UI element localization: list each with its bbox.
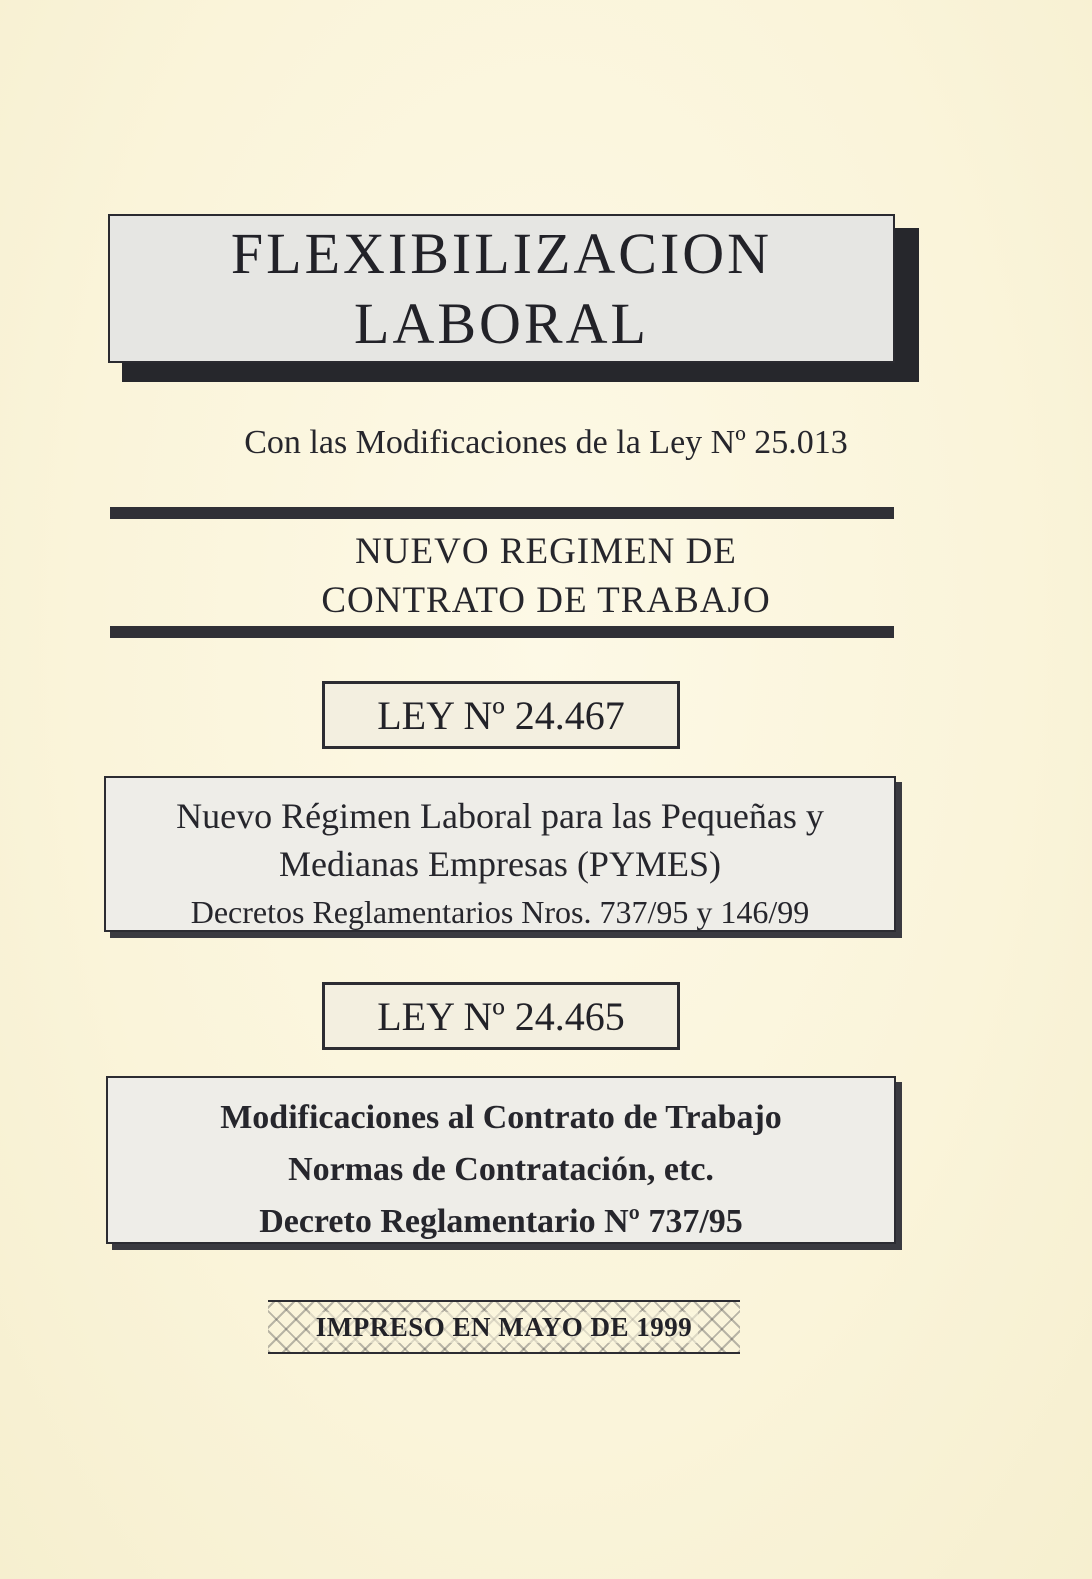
divider-rule-bottom (110, 626, 894, 638)
ley-24467-desc-line-3: Decretos Reglamentarios Nros. 737/95 y 146/99 (190, 894, 810, 930)
regimen-line-1: NUEVO REGIMEN DE (355, 531, 737, 572)
ley-24465-desc-line-3: Decreto Reglamentario Nº 737/95 (259, 1203, 743, 1240)
divider-rule-top (110, 507, 894, 519)
regimen-heading (0, 527, 1092, 625)
ley-24465-description-box (106, 1076, 896, 1244)
ley-24467-label: LEY Nº 24.467 (322, 681, 680, 749)
ley-24467-desc-line-1: Nuevo Régimen Laboral para las Pequeñas y (176, 796, 824, 836)
printed-date-banner (268, 1300, 740, 1354)
ley-24465-desc-line-1: Modificaciones al Contrato de Trabajo (220, 1099, 782, 1136)
subtitle: Con las Modificaciones de la Ley Nº 25.013 (244, 424, 848, 461)
title-line-1: FLEXIBILIZACION (230, 220, 773, 286)
regimen-line-2: CONTRATO DE TRABAJO (321, 580, 771, 621)
title-line-2: LABORAL (354, 290, 649, 356)
title-box (108, 214, 895, 363)
ley-24465-label: LEY Nº 24.465 (322, 982, 680, 1050)
ley-24467-desc-line-2: Medianas Empresas (PYMES) (279, 844, 721, 884)
printed-date-text: IMPRESO EN MAYO DE 1999 (310, 1312, 699, 1343)
ley-24467-description-box (104, 776, 896, 932)
ley-24465-desc-line-2: Normas de Contratación, etc. (288, 1151, 714, 1188)
